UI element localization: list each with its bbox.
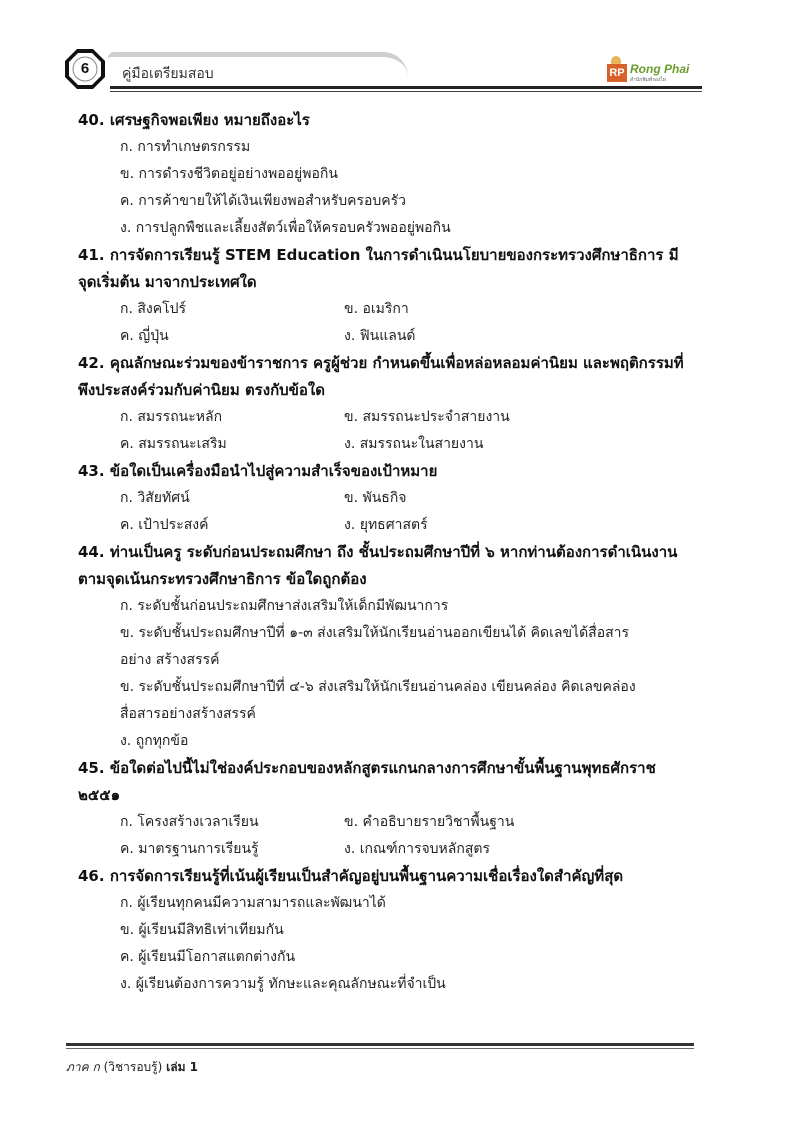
- option: ค. ญี่ปุ่น: [120, 328, 169, 344]
- publisher-logo: [607, 58, 702, 84]
- question-text-continued: ตามจุดเน้นกระทรวงศึกษาธิการ ข้อใดถูกต้อง: [78, 570, 367, 588]
- question-40: [78, 107, 718, 242]
- option: ง. สมรรถนะในสายงาน: [344, 436, 484, 452]
- option: ง. การปลูกพืชและเลี้ยงสัตว์เพื่อให้ครอบครัวพออยู่พอกิน: [120, 220, 451, 236]
- option-row: [78, 323, 718, 350]
- option-row: [78, 809, 718, 836]
- option: ง. ฟินแลนด์: [344, 328, 416, 344]
- option: ก. ผู้เรียนทุกคนมีความสามารถและพัฒนาได้: [120, 895, 386, 911]
- logo-mark: RP: [607, 64, 627, 82]
- question-44: [78, 539, 718, 755]
- option: ง. ยุทธศาสตร์: [344, 517, 428, 533]
- header-rule: [110, 86, 702, 89]
- option: ข. สมรรถนะประจำสายงาน: [344, 409, 510, 425]
- page-header: [60, 48, 700, 98]
- footer-rule-thin: [66, 1048, 694, 1049]
- option-row: [78, 485, 718, 512]
- footer-subject: (วิชารอบรู้): [103, 1060, 163, 1074]
- option-row: [78, 296, 718, 323]
- option: ก. สิงคโปร์: [120, 301, 187, 317]
- footer-part: ภาค ก: [66, 1060, 100, 1074]
- page-number: 6: [80, 60, 90, 77]
- question-46: [78, 863, 718, 998]
- question-text: 41. การจัดการเรียนรู้ STEM Education ในการดำเนินนโยบายของกระทรวงศึกษาธิการ มี: [78, 246, 679, 264]
- option: ง. เกณฑ์การจบหลักสูตร: [344, 841, 490, 857]
- option: ค. มาตรฐานการเรียนรู้: [120, 841, 259, 857]
- option: ค. เป้าประสงค์: [120, 517, 209, 533]
- logo-text: Rong Phai: [630, 62, 690, 76]
- question-text: 43. ข้อใดเป็นเครื่องมือนำไปสู่ความสำเร็จของเป้าหมาย: [78, 462, 438, 480]
- question-text: 42. คุณลักษณะร่วมของข้าราชการ ครูผู้ช่วย กำหนดขึ้นเพื่อหล่อหลอมค่านิยม และพฤติกรรมที่: [78, 354, 684, 372]
- option: ก. ระดับชั้นก่อนประถมศึกษาส่งเสริมให้เด็กมีพัฒนาการ: [120, 598, 449, 614]
- header-rule-thin: [110, 91, 702, 92]
- option: ง. ถูกทุกข้อ: [120, 733, 189, 749]
- option: ข. ระดับชั้นประถมศึกษาปีที่ ๑-๓ ส่งเสริมให้นักเรียนอ่านออกเขียนได้ คิดเลขได้สื่อสาร: [120, 625, 630, 641]
- option: ค. สมรรถนะเสริม: [120, 436, 227, 452]
- question-42: [78, 350, 718, 458]
- option-row: [78, 431, 718, 458]
- option-row: [78, 404, 718, 431]
- option: ก. การทำเกษตรกรรม: [120, 139, 251, 155]
- option: ก. สมรรถนะหลัก: [120, 409, 223, 425]
- question-text-continued: จุดเริ่มต้น มาจากประเทศใด: [78, 273, 257, 291]
- option: ข. การดำรงชีวิตอยู่อย่างพออยู่พอกิน: [120, 166, 338, 182]
- question-43: [78, 458, 718, 539]
- option-continued: สื่อสารอย่างสร้างสรรค์: [120, 706, 256, 722]
- option-continued: อย่าง สร้างสรรค์: [120, 652, 220, 668]
- question-text: 45. ข้อใดต่อไปนี้ไม่ใช่องค์ประกอบของหลักสูตรแกนกลางการศึกษาขั้นพื้นฐานพุทธศักราช: [78, 759, 656, 777]
- question-41: [78, 242, 718, 350]
- page-number-badge: [64, 48, 106, 90]
- option: ข. พันธกิจ: [344, 490, 407, 506]
- option: ข. ผู้เรียนมีสิทธิเท่าเทียมกัน: [120, 922, 284, 938]
- header-title: คู่มือเตรียมสอบ: [122, 66, 214, 82]
- option: ก. วิสัยทัศน์: [120, 490, 190, 506]
- option: ง. ผู้เรียนต้องการความรู้ ทักษะและคุณลักษณะที่จำเป็น: [120, 976, 446, 992]
- footer-rule: [66, 1043, 694, 1046]
- option: ค. ผู้เรียนมีโอกาสแตกต่างกัน: [120, 949, 296, 965]
- option-row: [78, 512, 718, 539]
- option: ค. การค้าขายให้ได้เงินเพียงพอสำหรับครอบครัว: [120, 193, 407, 209]
- page-footer: [66, 1058, 198, 1077]
- option: ข. คำอธิบายรายวิชาพื้นฐาน: [344, 814, 515, 830]
- question-text-continued: พึงประสงค์ร่วมกับค่านิยม ตรงกับข้อใด: [78, 381, 325, 399]
- option: ก. โครงสร้างเวลาเรียน: [120, 814, 259, 830]
- question-text: 44. ท่านเป็นครู ระดับก่อนประถมศึกษา ถึง ชั้นประถมศึกษาปีที่ ๖ หากท่านต้องการดำเนินงาน: [78, 543, 678, 561]
- option: ข. อเมริกา: [344, 301, 409, 317]
- option-row: [78, 836, 718, 863]
- question-45: [78, 755, 718, 863]
- question-list: [78, 107, 718, 998]
- logo-subtitle: สำนักพิมพ์รองไผ่: [630, 77, 666, 83]
- question-text-continued: ๒๕๕๑: [78, 786, 121, 804]
- logo-figure-icon: [611, 56, 621, 64]
- question-text: 46. การจัดการเรียนรู้ที่เน้นผู้เรียนเป็นสำคัญอยู่บนพื้นฐานความเชื่อเรื่องใดสำคัญที่สุด: [78, 867, 624, 885]
- question-text: 40. เศรษฐกิจพอเพียง หมายถึงอะไร: [78, 111, 310, 129]
- option: ข. ระดับชั้นประถมศึกษาปีที่ ๔-๖ ส่งเสริมให้นักเรียนอ่านคล่อง เขียนคล่อง คิดเลขคล่อง: [120, 679, 636, 695]
- footer-volume: เล่ม 1: [166, 1060, 199, 1074]
